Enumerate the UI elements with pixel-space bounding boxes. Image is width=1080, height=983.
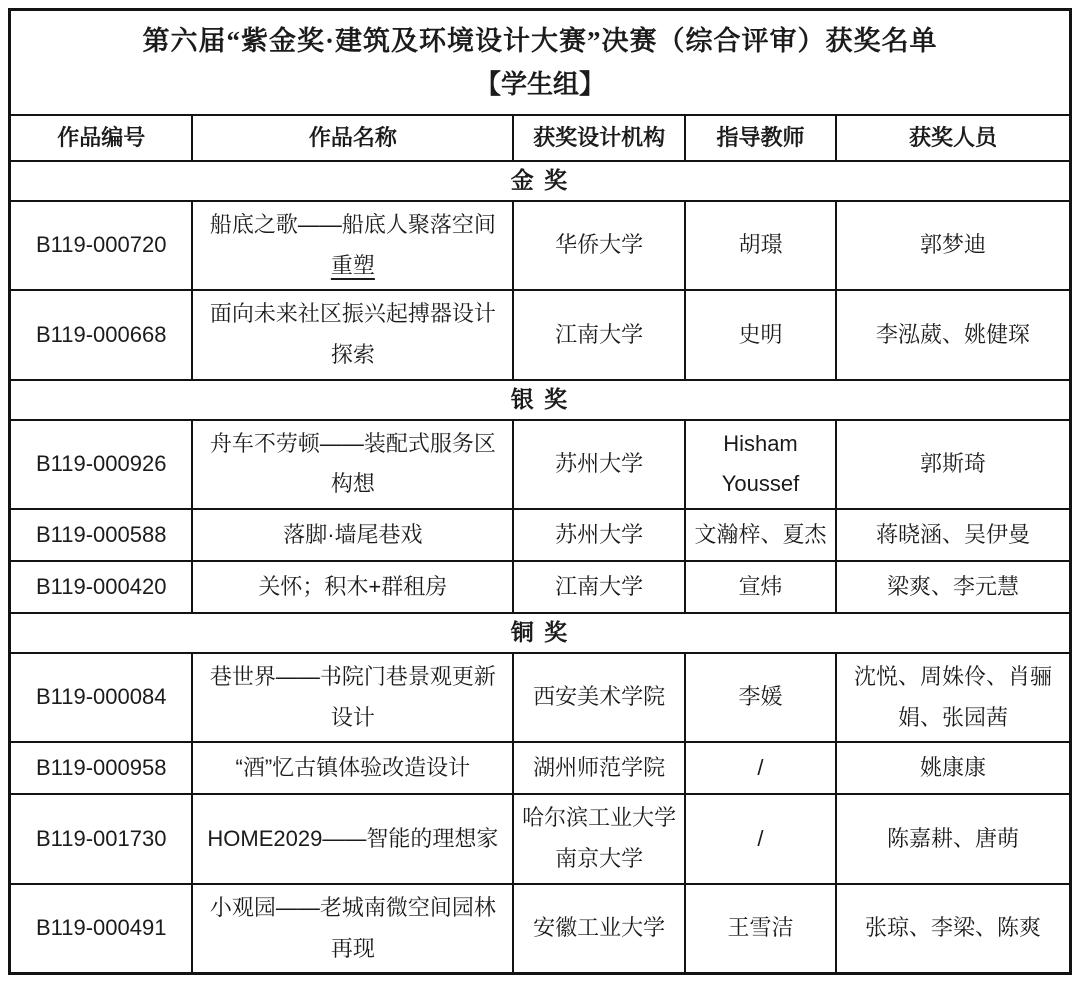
- cell-winners: 郭斯琦: [836, 420, 1070, 509]
- cell-work-title: 船底之歌——船底人聚落空间重塑: [192, 201, 513, 290]
- cell-winners: 李泓葳、姚健琛: [836, 290, 1070, 379]
- cell-teacher: 王雪洁: [685, 884, 836, 974]
- cell-winners: 姚康康: [836, 742, 1070, 794]
- section-label: 铜 奖: [10, 613, 1071, 653]
- section-label: 银 奖: [10, 380, 1071, 420]
- awards-table: [8, 8, 1072, 975]
- table-row: [10, 290, 1071, 379]
- underlined-text: 重塑: [330, 252, 375, 278]
- cell-winners: 沈悦、周姝伶、肖骊娟、张园茜: [836, 653, 1070, 742]
- cell-teacher: /: [685, 794, 836, 883]
- cell-work-title: 小观园——老城南微空间园林再现: [192, 884, 513, 974]
- cell-organization: 哈尔滨工业大学 南京大学: [513, 794, 685, 883]
- table-row: [10, 420, 1071, 509]
- cell-teacher: /: [685, 742, 836, 794]
- cell-work-title: “酒”忆古镇体验改造设计: [192, 742, 513, 794]
- cell-work-title: 关怀；积木+群租房: [192, 561, 513, 613]
- table-row: [10, 794, 1071, 883]
- cell-teacher: 文瀚梓、夏杰: [685, 509, 836, 561]
- cell-entry-id: B119-000491: [10, 884, 193, 974]
- table-row: [10, 201, 1071, 290]
- cell-entry-id: B119-000668: [10, 290, 193, 379]
- section-row: [10, 161, 1071, 201]
- table-row: [10, 509, 1071, 561]
- col-header-winners: 获奖人员: [836, 115, 1070, 161]
- cell-work-title: 落脚·墙尾巷戏: [192, 509, 513, 561]
- col-header-organization: 获奖设计机构: [513, 115, 685, 161]
- table-row: [10, 561, 1071, 613]
- cell-organization: 苏州大学: [513, 509, 685, 561]
- cell-winners: 陈嘉耕、唐萌: [836, 794, 1070, 883]
- cell-teacher: 宣炜: [685, 561, 836, 613]
- cell-winners: 蒋晓涵、吴伊曼: [836, 509, 1070, 561]
- cell-organization: 湖州师范学院: [513, 742, 685, 794]
- cell-organization: 华侨大学: [513, 201, 685, 290]
- section-row: [10, 613, 1071, 653]
- cell-organization: 江南大学: [513, 561, 685, 613]
- cell-entry-id: B119-001730: [10, 794, 193, 883]
- cell-winners: 张琼、李梁、陈爽: [836, 884, 1070, 974]
- cell-organization: 安徽工业大学: [513, 884, 685, 974]
- cell-organization: 西安美术学院: [513, 653, 685, 742]
- cell-entry-id: B119-000958: [10, 742, 193, 794]
- cell-entry-id: B119-000720: [10, 201, 193, 290]
- cell-organization: 苏州大学: [513, 420, 685, 509]
- table-body: [10, 161, 1071, 974]
- table-title: [10, 10, 1071, 115]
- cell-work-title: HOME2029——智能的理想家: [192, 794, 513, 883]
- cell-teacher: Hisham Youssef: [685, 420, 836, 509]
- title-row: [10, 10, 1071, 115]
- cell-teacher: 史明: [685, 290, 836, 379]
- cell-entry-id: B119-000084: [10, 653, 193, 742]
- col-header-teacher: 指导教师: [685, 115, 836, 161]
- cell-work-title: 舟车不劳顿——装配式服务区构想: [192, 420, 513, 509]
- cell-work-title: 巷世界——书院门巷景观更新设计: [192, 653, 513, 742]
- cell-entry-id: B119-000588: [10, 509, 193, 561]
- title-line1: 第六届“紫金奖·建筑及环境设计大赛”决赛（综合评审）获奖名单: [142, 26, 938, 56]
- cell-teacher: 李媛: [685, 653, 836, 742]
- cell-winners: 郭梦迪: [836, 201, 1070, 290]
- table-row: [10, 742, 1071, 794]
- cell-entry-id: B119-000420: [10, 561, 193, 613]
- col-header-work-title: 作品名称: [192, 115, 513, 161]
- table-row: [10, 653, 1071, 742]
- cell-winners: 梁爽、李元慧: [836, 561, 1070, 613]
- cell-organization: 江南大学: [513, 290, 685, 379]
- column-header-row: [10, 115, 1071, 161]
- cell-teacher: 胡璟: [685, 201, 836, 290]
- section-label: 金 奖: [10, 161, 1071, 201]
- section-row: [10, 380, 1071, 420]
- table-row: [10, 884, 1071, 974]
- cell-work-title: 面向未来社区振兴起搏器设计探索: [192, 290, 513, 379]
- title-line2: 【学生组】: [474, 69, 605, 99]
- cell-entry-id: B119-000926: [10, 420, 193, 509]
- col-header-entry-id: 作品编号: [10, 115, 193, 161]
